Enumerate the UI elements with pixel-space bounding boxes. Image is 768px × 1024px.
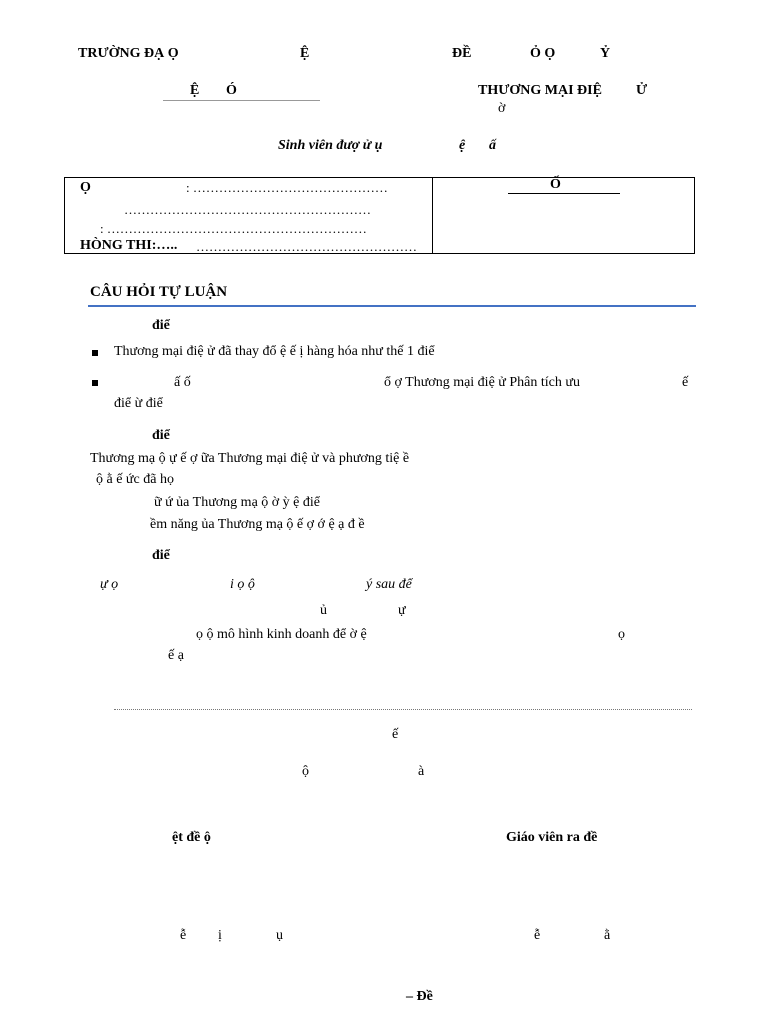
question-3-text-line-4: ế ạ [168, 648, 184, 663]
exam-duration: ờ [498, 101, 506, 116]
question-2-text-line-1: Thương mạ ộ ự ế ợ ữa Thương mại điệ ử và phương tiệ ề [90, 451, 410, 466]
question-3-text-line-1-cont: i ọ ộ [230, 577, 255, 592]
question-3-text-line-1-end: ý sau để [366, 577, 412, 592]
approver-name-part-2: ụ [276, 928, 283, 943]
question-3-text-line-3-end: ọ [618, 627, 625, 642]
question-2-text-line-4: ềm năng ủa Thương mạ ộ ế ợ ớ ệ ạ đ ề [150, 517, 365, 532]
section-title-rule [88, 305, 696, 307]
teacher-name-part: ằ [604, 928, 611, 943]
info-box-divider [432, 177, 433, 254]
exam-notice-part-2: ấ [489, 138, 496, 153]
question-2-text-line-2: ộ ằ ế ức đã họ [96, 472, 174, 487]
question-3-text-line-2-cont: ự [398, 603, 406, 618]
exam-note: ộ [302, 764, 309, 779]
student-name-label: Ọ [80, 180, 91, 195]
question-1-points: điể [152, 318, 170, 333]
class-field: : …………………………………………………… [100, 221, 367, 236]
exam-notice-part: ệ [459, 138, 466, 153]
page-footer: – Đề [406, 989, 433, 1004]
exam-title: ĐỀ [452, 46, 472, 61]
department-name: Ệ [190, 83, 200, 98]
approver-name: ễ [180, 928, 187, 943]
question-2-text-line-3: ữ ứ ủa Thương mạ ộ ờ ỳ ệ điể [154, 495, 321, 510]
question-1-part-b-line2: điể ừ điể [114, 396, 163, 411]
school-name-part: Ệ [300, 46, 310, 61]
exam-title-part: Ỏ Ọ [530, 46, 556, 61]
score-label: Ố [550, 177, 561, 192]
question-1-part-b-cont: ổ ợ Thương mại điệ ử Phân tích ưu [384, 375, 580, 390]
exam-notice: Sinh viên đượ ử ụ [278, 138, 383, 153]
approver-name-part: ị [218, 928, 222, 943]
score-underline [508, 193, 620, 194]
question-2-points: điể [152, 428, 170, 443]
exam-title-part-2: Ỷ [600, 46, 611, 61]
end-of-exam: ế [392, 727, 399, 742]
exam-room-field: …………………………………………… [196, 239, 417, 254]
teacher-name: ễ [534, 928, 541, 943]
bullet-icon [92, 380, 98, 386]
student-name-field: : ……………………………………… [186, 180, 388, 195]
question-3-text-line-1: ự ọ [100, 577, 119, 592]
approval-label: ệt đề ộ [172, 830, 211, 845]
bullet-icon [92, 350, 98, 356]
section-title: CÂU HỎI TỰ LUẬN [90, 284, 228, 300]
teacher-label: Giáo viên ra đề [506, 830, 598, 845]
question-3-text-line-2: ủ [320, 603, 327, 618]
question-1-part-a: Thương mại điệ ử đã thay đổ ệ ế ị hàng hóa như thế 1 điể [114, 344, 435, 359]
question-3-points: điể [152, 548, 170, 563]
course-name: THƯƠNG MẠI ĐIỆ [478, 83, 602, 98]
school-name: TRƯỜNG ĐẠ Ọ [78, 46, 179, 61]
dotted-divider [114, 709, 692, 710]
department-underline [163, 100, 320, 101]
exam-note-part: à [418, 764, 425, 779]
question-1-part-b: ấ ố [174, 375, 191, 390]
exam-room-label: HÒNG THI:….. [80, 238, 178, 253]
student-id-field: ………………………………………………… [124, 202, 371, 217]
question-1-part-b-end: ế [682, 375, 689, 390]
question-3-text-line-3: ọ ộ mô hình kinh doanh để ờ ệ [196, 627, 367, 642]
department-name-part: Ó [226, 83, 237, 98]
course-name-part: Ử [636, 83, 648, 98]
